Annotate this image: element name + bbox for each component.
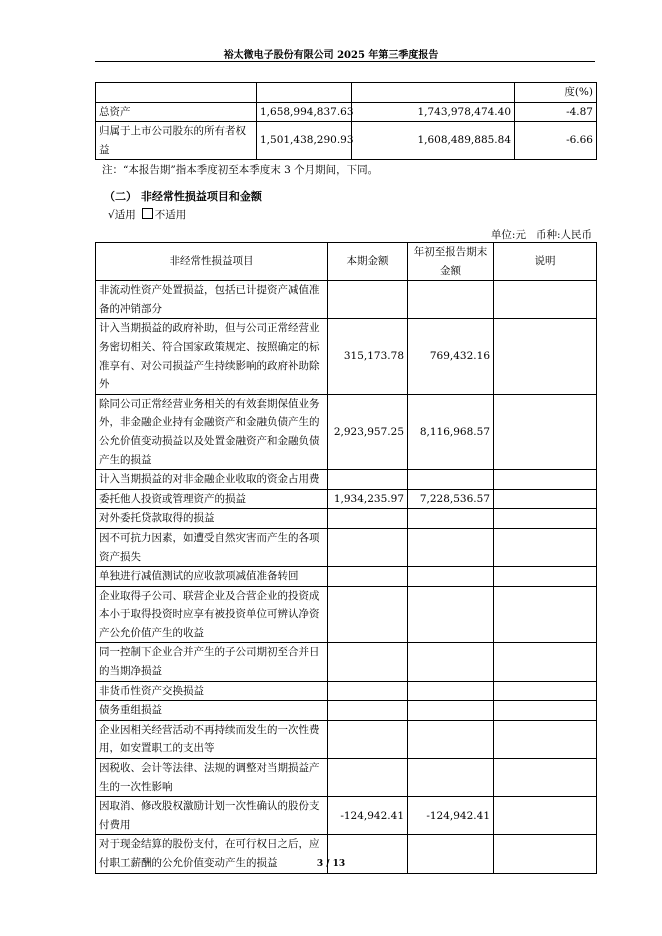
table-row bbox=[96, 586, 597, 643]
row-item: 计入当期损益的对非金融企业收取的资金占用费 bbox=[96, 470, 328, 490]
row-current bbox=[328, 567, 408, 587]
row-ytd bbox=[408, 701, 494, 721]
row-current bbox=[328, 720, 408, 758]
non-recurring-items-table bbox=[95, 242, 597, 874]
row-item: 非流动性资产处置损益，包括已计提资产减值准备的冲销部分 bbox=[96, 281, 328, 319]
table-row bbox=[96, 83, 597, 103]
row-ytd bbox=[408, 509, 494, 529]
current-value: 1,658,994,837.63 bbox=[257, 102, 352, 122]
row-item: 对外委托贷款取得的损益 bbox=[96, 509, 328, 529]
row-note bbox=[494, 319, 597, 394]
row-current: -124,942.41 bbox=[328, 797, 408, 835]
row-note bbox=[494, 701, 597, 721]
row-item: 企业取得子公司、联营企业及合营企业的投资成本小于取得投资时应享有被投资单位可辨认净资产公允价值产生的收益 bbox=[96, 586, 328, 643]
header-current: 本期金额 bbox=[328, 243, 408, 281]
row-item: 企业因相关经营活动不再持续而发生的一次性费用，如安置职工的支出等 bbox=[96, 720, 328, 758]
row-current bbox=[328, 586, 408, 643]
note-text: 注：“本报告期”指本季度初至本季度末 3 个月期间，下同。 bbox=[102, 164, 379, 176]
change-header-cell: 度(%) bbox=[515, 83, 597, 103]
row-current bbox=[328, 681, 408, 701]
row-ytd bbox=[408, 586, 494, 643]
row-ytd: -124,942.41 bbox=[408, 797, 494, 835]
row-note bbox=[494, 567, 597, 587]
current-value: 1,501,438,290.93 bbox=[257, 122, 352, 160]
row-note bbox=[494, 470, 597, 490]
table-row bbox=[96, 394, 597, 469]
table-header-row bbox=[96, 243, 597, 281]
applicability-selector bbox=[108, 207, 186, 222]
row-item: 非货币性资产交换损益 bbox=[96, 681, 328, 701]
row-ytd bbox=[408, 528, 494, 566]
unit-line bbox=[481, 227, 592, 242]
row-current bbox=[328, 528, 408, 566]
row-note bbox=[494, 797, 597, 835]
table-row bbox=[96, 281, 597, 319]
prior-value: 1,608,489,885.84 bbox=[352, 122, 515, 160]
row-ytd bbox=[408, 470, 494, 490]
table-row bbox=[96, 681, 597, 701]
row-current: 315,173.78 bbox=[328, 319, 408, 394]
prior-value: 1,743,978,474.40 bbox=[352, 102, 515, 122]
change-value: -4.87 bbox=[515, 102, 597, 122]
table-row bbox=[96, 720, 597, 758]
table-row bbox=[96, 643, 597, 681]
table-row bbox=[96, 122, 597, 160]
row-current bbox=[328, 759, 408, 797]
table-row bbox=[96, 528, 597, 566]
row-note bbox=[494, 281, 597, 319]
table-row bbox=[96, 102, 597, 122]
table-cell bbox=[96, 83, 257, 103]
checkmark-icon: √ bbox=[108, 209, 115, 221]
row-item: 除同公司正常经营业务相关的有效套期保值业务外，非金融企业持有金融资产和金融负债产生的公允价值变动损益以及处置金融资产和金融负债产生的损益 bbox=[96, 394, 328, 469]
change-value: -6.66 bbox=[515, 122, 597, 160]
row-item: 同一控制下企业合并产生的子公司期初至合并日的当期净损益 bbox=[96, 643, 328, 681]
row-ytd: 7,228,536.57 bbox=[408, 489, 494, 509]
table-row bbox=[96, 759, 597, 797]
row-ytd bbox=[408, 720, 494, 758]
table-row bbox=[96, 509, 597, 529]
table-cell bbox=[257, 83, 352, 103]
row-item: 单独进行减值测试的应收款项减值准备转回 bbox=[96, 567, 328, 587]
header-note: 说明 bbox=[494, 243, 597, 281]
table-row bbox=[96, 489, 597, 509]
row-current bbox=[328, 701, 408, 721]
not-applicable-label: 不适用 bbox=[154, 209, 187, 221]
section-title: （二） 非经常性损益项目和金额 bbox=[104, 190, 262, 203]
row-item: 计入当期损益的政府补助，但与公司正常经营业务密切相关、符合国家政策规定、按照确定的标准享有、对公司损益产生持续影响的政府补助除外 bbox=[96, 319, 328, 394]
currency-label: 币种:人民币 bbox=[535, 229, 592, 241]
row-ytd bbox=[408, 567, 494, 587]
row-note bbox=[494, 394, 597, 469]
row-ytd bbox=[408, 759, 494, 797]
row-item: 对于现金结算的股份支付，在可行权日之后，应付职工薪酬的公允价值变动产生的损益 bbox=[96, 835, 328, 873]
report-header-title: 裕太微电子股份有限公司 2025 年第三季度报告 bbox=[223, 50, 439, 61]
row-item: 因税收、会计等法律、法规的调整对当期损益产生的一次性影响 bbox=[96, 759, 328, 797]
empty-checkbox-icon bbox=[142, 208, 153, 219]
row-current bbox=[328, 281, 408, 319]
table-cell bbox=[352, 83, 515, 103]
row-ytd: 769,432.16 bbox=[408, 319, 494, 394]
header-ytd: 年初至报告期末金额 bbox=[408, 243, 494, 281]
row-ytd: 8,116,968.57 bbox=[408, 394, 494, 469]
row-note bbox=[494, 489, 597, 509]
row-item: 委托他人投资或管理资产的损益 bbox=[96, 489, 328, 509]
table-row bbox=[96, 701, 597, 721]
row-current bbox=[328, 509, 408, 529]
row-item: 因不可抗力因素，如遭受自然灾害而产生的各项资产损失 bbox=[96, 528, 328, 566]
page-number: 3 / 13 bbox=[316, 859, 346, 869]
row-current bbox=[328, 470, 408, 490]
row-note bbox=[494, 586, 597, 643]
table-row bbox=[96, 470, 597, 490]
row-current: 1,934,235.97 bbox=[328, 489, 408, 509]
row-note bbox=[494, 509, 597, 529]
table-row bbox=[96, 319, 597, 394]
balance-summary-table bbox=[95, 82, 597, 160]
header-divider bbox=[95, 61, 595, 62]
row-ytd bbox=[408, 681, 494, 701]
row-note bbox=[494, 720, 597, 758]
row-ytd bbox=[408, 643, 494, 681]
row-label: 总资产 bbox=[96, 102, 257, 122]
row-note bbox=[494, 643, 597, 681]
table-row bbox=[96, 797, 597, 835]
currency-unit: 单位:元 bbox=[490, 229, 526, 241]
row-note bbox=[494, 759, 597, 797]
header-item: 非经常性损益项目 bbox=[96, 243, 328, 281]
row-ytd bbox=[408, 281, 494, 319]
row-note bbox=[494, 528, 597, 566]
row-item: 债务重组损益 bbox=[96, 701, 328, 721]
row-current: 2,923,957.25 bbox=[328, 394, 408, 469]
row-current bbox=[328, 643, 408, 681]
row-item: 因取消、修改股权激励计划一次性确认的股份支付费用 bbox=[96, 797, 328, 835]
row-label: 归属于上市公司股东的所有者权益 bbox=[96, 122, 257, 160]
table-row bbox=[96, 567, 597, 587]
applicable-label: 适用 bbox=[114, 209, 136, 221]
row-note bbox=[494, 681, 597, 701]
